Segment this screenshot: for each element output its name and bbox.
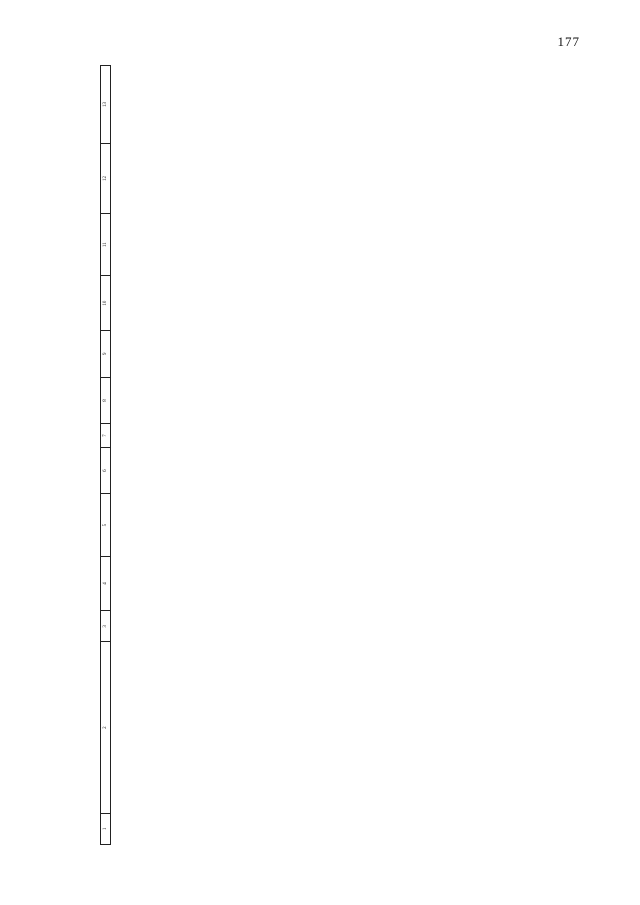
- register-table: [100, 65, 540, 845]
- table-body: [111, 66, 540, 845]
- column-number-7: 7: [101, 424, 111, 447]
- column-number-1: 1: [101, 813, 111, 844]
- column-number-row: [101, 66, 111, 845]
- column-number-8: 8: [101, 377, 111, 424]
- column-number-5: 5: [101, 494, 111, 556]
- table-frame: [100, 65, 540, 845]
- column-number-13: 13: [101, 66, 111, 144]
- column-number-12: 12: [101, 143, 111, 213]
- column-number-10: 10: [101, 276, 111, 331]
- column-number-4: 4: [101, 556, 111, 611]
- column-number-11: 11: [101, 214, 111, 276]
- column-number-2: 2: [101, 642, 111, 813]
- column-number-6: 6: [101, 447, 111, 494]
- column-number-3: 3: [101, 611, 111, 642]
- column-number-9: 9: [101, 330, 111, 377]
- page-number: 177: [557, 34, 580, 49]
